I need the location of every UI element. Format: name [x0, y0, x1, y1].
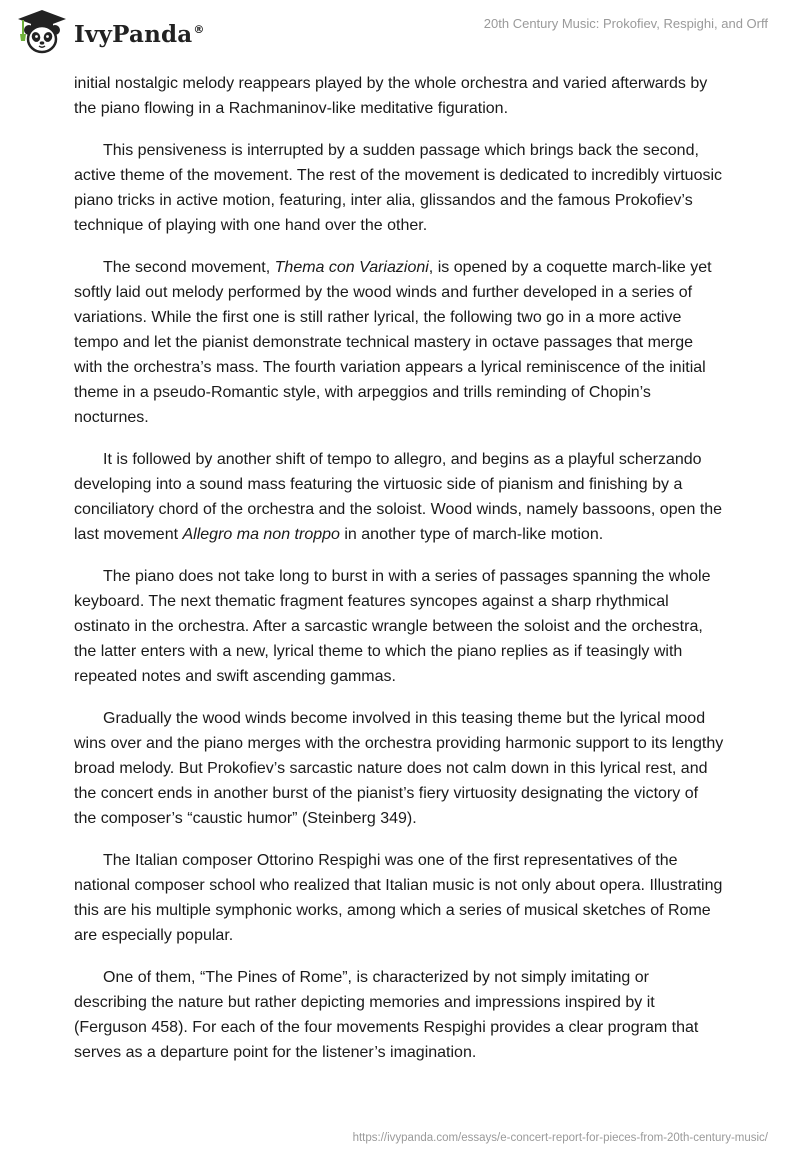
work-title-italic: Allegro ma non troppo [182, 526, 340, 543]
paragraph-8 [74, 965, 724, 1065]
paragraph-2 [74, 138, 724, 238]
page-header [0, 0, 800, 68]
logo-text: IvyPanda® [74, 20, 205, 48]
paragraph-text: It is followed by another shift of tempo to allegro, and begins as a playful scherzando developing into a sound mass featuring the virtuosic side of pianism and finishing by a conciliatory chord of the orchestra and the soloist. Wood winds, namely bassoons, open the last movement [74, 451, 723, 543]
paragraph-6 [74, 706, 724, 831]
essay-body [74, 71, 724, 1082]
paragraph-text: in another type of march-like motion. [339, 526, 604, 543]
paragraph-text: , is opened by a coquette march-like yet softly laid out melody performed by the wood winds and further developed in a series of variations. While the first one is still rather lyrical, the following two go in a more active tempo and let the pianist demonstrate technical mastery in octave passages that merge with the orchestra’s mass. The fourth variation appears a lyrical reminiscence of the initial theme in a pseudo-Romantic style, with arpeggios and trills reminding of Chopin’s nocturnes. [74, 259, 712, 426]
work-title-italic: Thema con Variazioni [274, 259, 429, 276]
paragraph-text: The Italian composer Ottorino Respighi was one of the first representatives of the national composer school who realized that Italian music is not only about opera. Illustrating this are his multiple symphonic works, among which a series of musical sketches of Rome are especially popular. [74, 852, 723, 944]
paragraph-text: The second movement, [103, 259, 275, 276]
paragraph-text: One of them, “The Pines of Rome”, is characterized by not simply imitating or describing the nature but rather depicting memories and impressions inspired by it (Ferguson 458). For each of the four movements Respighi provides a clear program that serves as a departure point for the listener’s imagination. [74, 969, 699, 1061]
document-title: 20th Century Music: Prokofiev, Respighi, and Orff [483, 16, 768, 31]
panda-graduate-icon [14, 8, 70, 56]
paragraph-1 [74, 71, 724, 121]
paragraph-5 [74, 564, 724, 689]
source-url-link[interactable]: https://ivypanda.com/essays/e-concert-report-for-pieces-from-20th-century-music/ [352, 1132, 768, 1144]
paragraph-text: The piano does not take long to burst in with a series of passages spanning the whole keyboard. The next thematic fragment features syncopes against a sharp rhythmical ostinato in the orchestra. After a sarcastic wrangle between the soloist and the orchestra, the latter enters with a new, lyrical theme to which the piano replies as if teasingly with repeated notes and swift ascending gammas. [74, 568, 711, 685]
ivypanda-logo[interactable] [14, 8, 205, 56]
paragraph-3 [74, 255, 724, 430]
paragraph-text: initial nostalgic melody reappears played by the whole orchestra and varied afterwards by the piano flowing in a Rachmaninov-like meditative figuration. [74, 75, 708, 117]
paragraph-4 [74, 447, 724, 547]
registered-mark: ® [193, 22, 205, 36]
paragraph-7 [74, 848, 724, 948]
paragraph-text: This pensiveness is interrupted by a sudden passage which brings back the second, active theme of the movement. The rest of the movement is dedicated to incredibly virtuosic piano tricks in active motion, featuring, inter alia, glissandos and the famous Prokofiev’s technique of playing with one hand over the other. [74, 142, 723, 234]
paragraph-text: Gradually the wood winds become involved in this teasing theme but the lyrical mood wins over and the piano merges with the orchestra providing harmonic support to its lengthy broad melody. But Prokofiev’s sarcastic nature does not calm down in this lyrical rest, and the concert ends in another burst of the pianist’s fiery virtuosity designating the victory of the composer’s “caustic humor” (Steinberg 349). [74, 710, 724, 827]
